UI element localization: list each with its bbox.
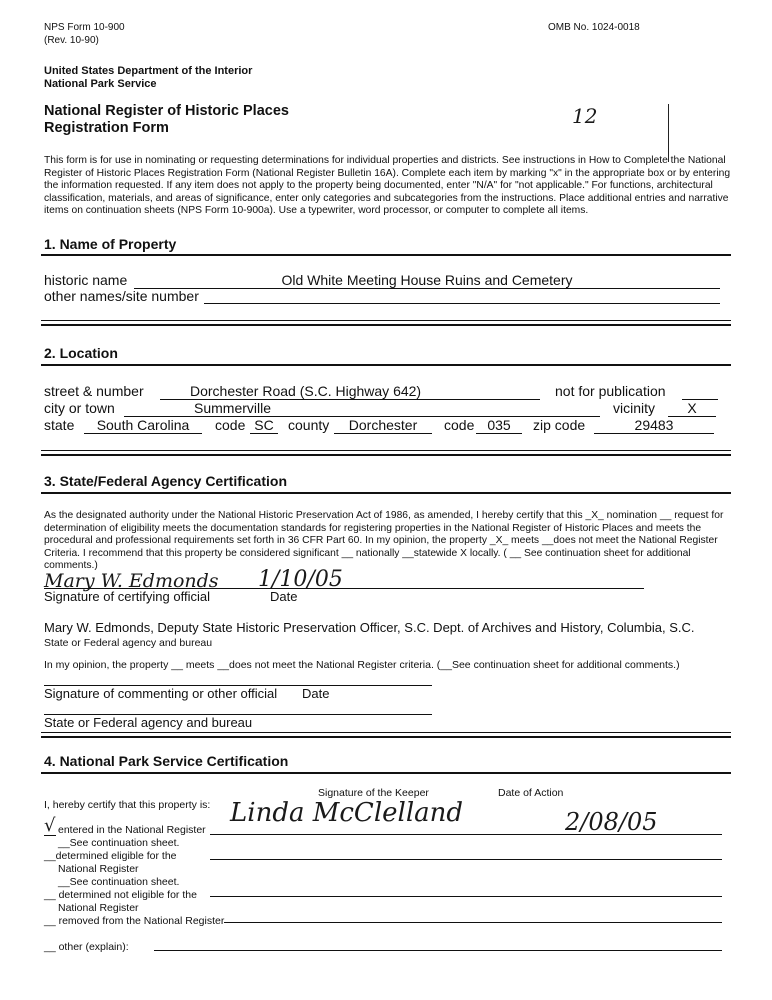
service-name: National Park Service	[44, 78, 157, 90]
not-eligible-line[interactable]	[210, 896, 722, 897]
certifying-signature: Mary W. Edmonds	[44, 570, 219, 592]
commenting-date-label: Date	[302, 686, 330, 701]
nr-label-1: National Register	[58, 863, 139, 875]
state-field[interactable]: South Carolina	[96, 417, 190, 433]
city-field[interactable]: Summerville	[194, 400, 272, 416]
historic-name-field[interactable]: Old White Meeting House Ruins and Cemetery	[281, 272, 573, 288]
department-name: United States Department of the Interior	[44, 65, 253, 77]
other-explain-label[interactable]: __ other (explain):	[44, 941, 129, 953]
agency-label: State or Federal agency and bureau	[44, 637, 213, 649]
section2-bottom-rule	[41, 450, 731, 451]
street-label: street & number	[44, 383, 144, 399]
certifying-date: 1/10/05	[258, 567, 343, 592]
action-date: 2/08/05	[565, 808, 658, 836]
official-name: Mary W. Edmonds, Deputy State Historic Preservation Officer, S.C. Dept. of Archives and History, Columbia, S.C.	[44, 620, 695, 635]
other-names-label: other names/site number	[44, 288, 199, 304]
county-line	[334, 433, 432, 434]
state-line	[84, 433, 202, 434]
form-number: NPS Form 10-900	[44, 22, 125, 33]
form-subtitle: Registration Form	[44, 120, 169, 136]
date-label: Date	[270, 589, 298, 604]
vicinity-label: vicinity	[613, 400, 656, 416]
check-mark: √	[44, 815, 56, 836]
action-date-label: Date of Action	[498, 787, 564, 799]
city-label: city or town	[44, 400, 115, 416]
historic-name-line	[134, 288, 720, 289]
not-eligible-label[interactable]: __ determined not eligible for the	[44, 889, 197, 901]
section4-rule	[41, 772, 731, 774]
zip-field[interactable]: 29483	[634, 417, 674, 433]
county-code-field[interactable]: 035	[487, 417, 511, 433]
not-for-publication-label: not for publication	[555, 383, 666, 399]
vicinity-field[interactable]: X	[687, 400, 697, 416]
section3-rule	[41, 492, 731, 494]
form-title: National Register of Historic Places	[44, 103, 289, 119]
see-continuation-1[interactable]: __See continuation sheet.	[58, 837, 180, 849]
historic-name-label: historic name	[44, 272, 128, 288]
section3-bottom-rule2	[41, 736, 731, 738]
other-explain-line[interactable]	[154, 950, 722, 951]
street-field[interactable]: Dorchester Road (S.C. Highway 642)	[190, 383, 422, 399]
opinion-text: In my opinion, the property __ meets __does not meet the National Register criteria. (__See continuation sheet for additional comments.)	[44, 659, 680, 671]
county-code-line	[476, 433, 522, 434]
county-label: county	[288, 417, 330, 433]
keeper-signature-line[interactable]	[210, 834, 722, 835]
removed-line[interactable]	[224, 922, 722, 923]
section1-bottom-rule2	[41, 324, 731, 326]
margin-mark	[668, 104, 669, 162]
state-code-field[interactable]: SC	[254, 417, 274, 433]
handwritten-number: 12	[572, 104, 598, 128]
entered-label: entered in the National Register	[58, 824, 206, 836]
form-revision: (Rev. 10-90)	[44, 35, 99, 46]
state-label: state	[44, 417, 75, 433]
section3-title: 3. State/Federal Agency Certification	[44, 473, 287, 489]
state-code-label: code	[215, 417, 246, 433]
state-code-line	[250, 433, 278, 434]
section1-rule	[41, 254, 731, 256]
keeper-signature: Linda McClelland	[230, 798, 464, 828]
signature-label: Signature of certifying official	[44, 589, 210, 604]
certification-paragraph: As the designated authority under the National Historic Preservation Act of 1986, as amended, I hereby certify that this _X_ nomination __ request for determination of eligibility meets the documentation standards for registering properties in the National Register of Historic Places and meets the procedural and professional requirements set forth in 36 CFR Part 60. In my opinion, the property _X_ meets __does not meet the National Register Criteria. I recommend that this property be considered significant __ nationally __statewide X locally. ( __ See continuation sheet for additional comments.)	[44, 510, 724, 571]
section2-rule	[41, 364, 731, 366]
zip-line	[594, 433, 714, 434]
removed-label[interactable]: __ removed from the National Register	[44, 915, 225, 927]
nr-label-2: National Register	[58, 902, 139, 914]
commenting-label: Signature of commenting or other official	[44, 686, 278, 701]
eligible-line[interactable]	[210, 859, 722, 860]
entered-checkbox[interactable]	[44, 835, 56, 836]
county-field[interactable]: Dorchester	[348, 417, 418, 433]
agency-label-2: State or Federal agency and bureau	[44, 715, 253, 730]
see-continuation-2[interactable]: __See continuation sheet.	[58, 876, 180, 888]
other-names-field[interactable]	[204, 303, 720, 304]
section3-bottom-rule	[41, 732, 731, 733]
determined-eligible-label[interactable]: __determined eligible for the	[44, 850, 177, 862]
intro-paragraph: This form is for use in nominating or requesting determinations for individual properties and districts. See instructions in How to Complete the National Register of Historic Places Registration Form (National Register Bulletin 16A). Complete each item by marking "x" in the appropriate box or by entering the information requested. If any item does not apply to the property being documented, enter "N/A" for "not applicable." For functions, architectural classification, materials, and areas of significance, enter only categories and subcategories from the instructions. Place additional entries and narrative items on continuation sheets (NPS Form 10-900a). Use a typewriter, word processor, or computer to complete all items.	[44, 155, 731, 216]
omb-number: OMB No. 1024-0018	[548, 22, 640, 33]
county-code-label: code	[444, 417, 475, 433]
section1-title: 1. Name of Property	[44, 236, 177, 252]
section1-bottom-rule	[41, 320, 731, 321]
section2-title: 2. Location	[44, 345, 118, 361]
keeper-label: Signature of the Keeper	[318, 787, 429, 799]
section4-title: 4. National Park Service Certification	[44, 753, 289, 769]
section2-bottom-rule2	[41, 454, 731, 456]
certify-label: I, hereby certify that this property is:	[44, 799, 211, 811]
zip-label: zip code	[533, 417, 586, 433]
